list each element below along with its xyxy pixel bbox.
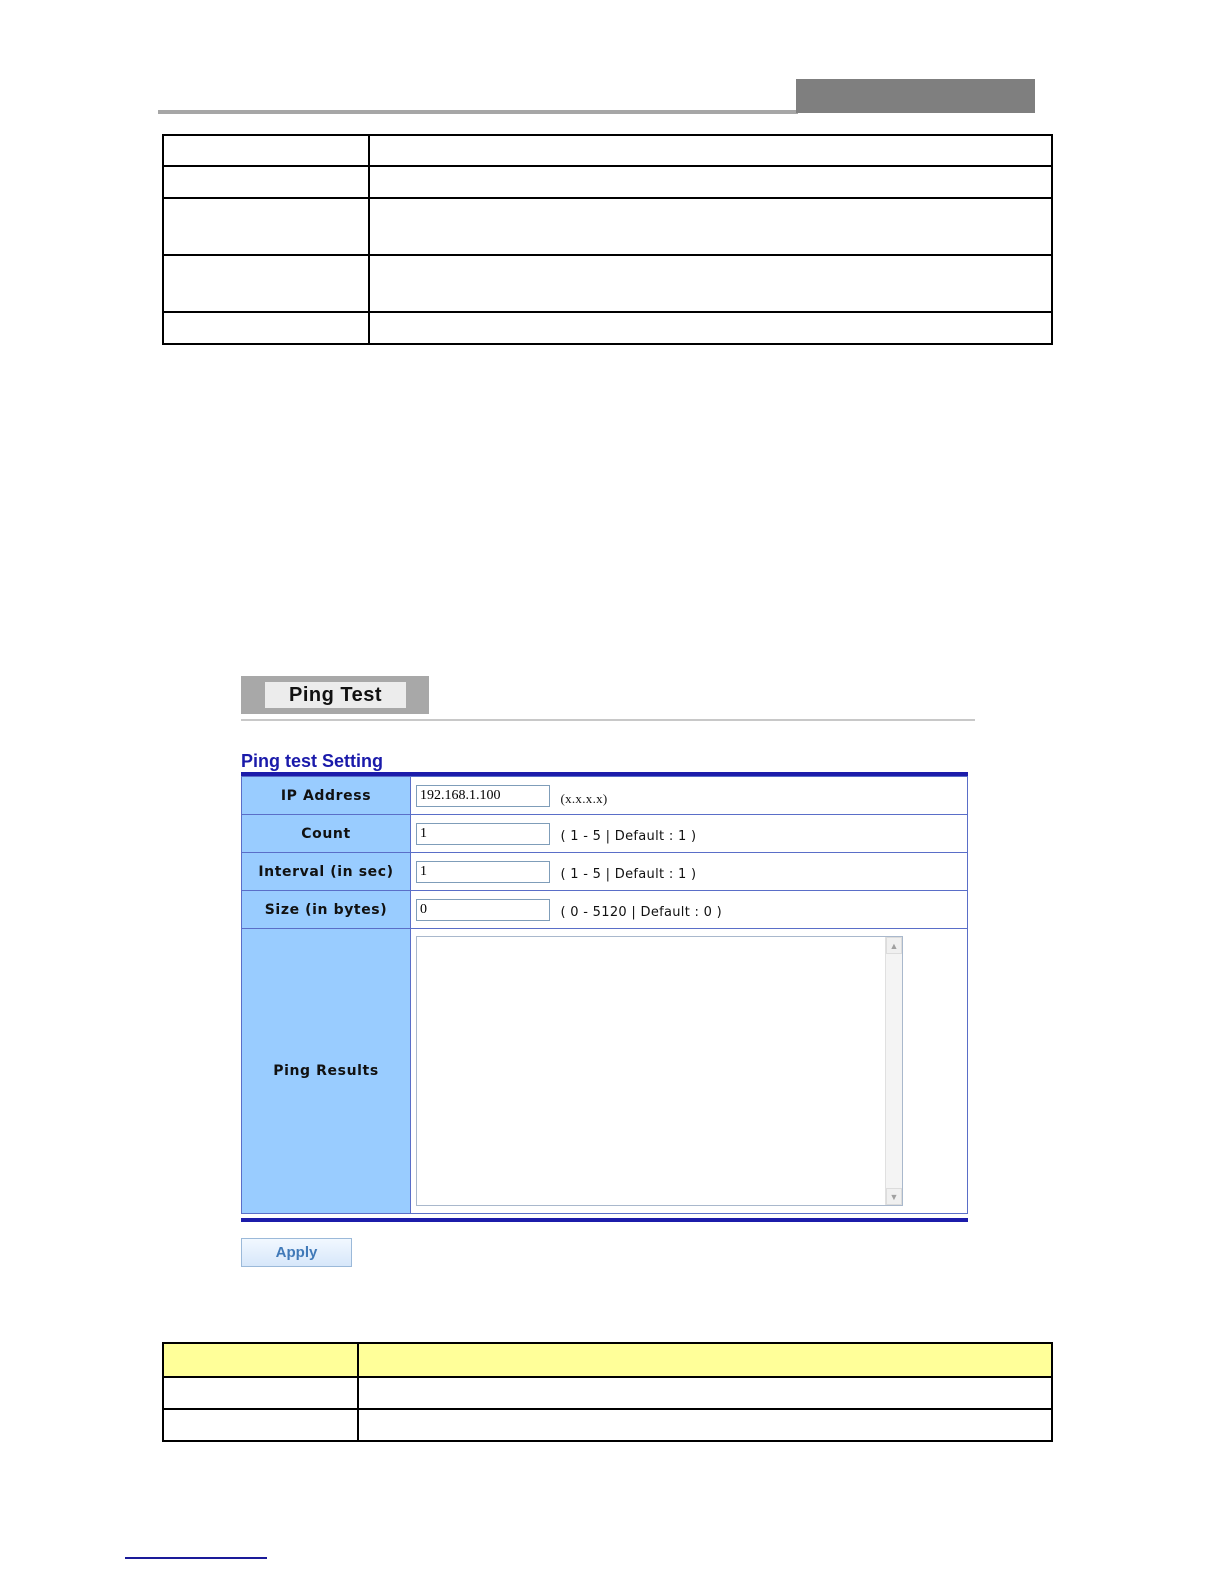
ping-results-textarea[interactable] [416, 936, 903, 1206]
ip-address-input[interactable] [416, 785, 550, 807]
header-rule [158, 110, 798, 114]
ping-settings-form [241, 772, 968, 1222]
size-row [242, 891, 968, 929]
table-row [163, 135, 1052, 166]
interval-label: Interval (in sec) [242, 853, 411, 891]
ping-results-text [417, 937, 902, 941]
scroll-down-icon[interactable]: ▼ [886, 1188, 902, 1205]
table-row [163, 255, 1052, 312]
table-header-row [163, 1343, 1052, 1377]
size-label: Size (in bytes) [242, 891, 411, 929]
header-tab-block [796, 79, 1035, 113]
footer-link-underline [125, 1557, 267, 1559]
table-row [163, 1377, 1052, 1409]
results-scrollbar[interactable] [885, 937, 902, 1205]
ip-address-hint: (x.x.x.x) [560, 790, 608, 806]
panel-title: Ping Test [265, 682, 406, 708]
scroll-up-icon[interactable]: ▲ [886, 937, 902, 954]
panel-divider [241, 719, 975, 721]
table-row [163, 312, 1052, 344]
interval-hint: ( 1 - 5 | Default : 1 ) [560, 867, 697, 882]
size-hint: ( 0 - 5120 | Default : 0 ) [560, 905, 723, 920]
ping-results-row [242, 929, 968, 1214]
interval-input[interactable] [416, 861, 550, 883]
ip-address-row [242, 777, 968, 815]
size-input[interactable] [416, 899, 550, 921]
table-row [163, 198, 1052, 255]
doc-table-top [162, 134, 1053, 345]
count-label: Count [242, 815, 411, 853]
table-row [163, 166, 1052, 198]
apply-button[interactable]: Apply [241, 1238, 352, 1267]
section-title: Ping test Setting [241, 751, 384, 771]
ip-address-label: IP Address [242, 777, 411, 815]
count-row [242, 815, 968, 853]
doc-table-bottom [162, 1342, 1053, 1442]
table-row [163, 1409, 1052, 1441]
ping-settings-table [241, 776, 968, 1214]
count-input[interactable] [416, 823, 550, 845]
interval-row [242, 853, 968, 891]
count-hint: ( 1 - 5 | Default : 1 ) [560, 829, 697, 844]
ping-results-label: Ping Results [242, 929, 411, 1214]
